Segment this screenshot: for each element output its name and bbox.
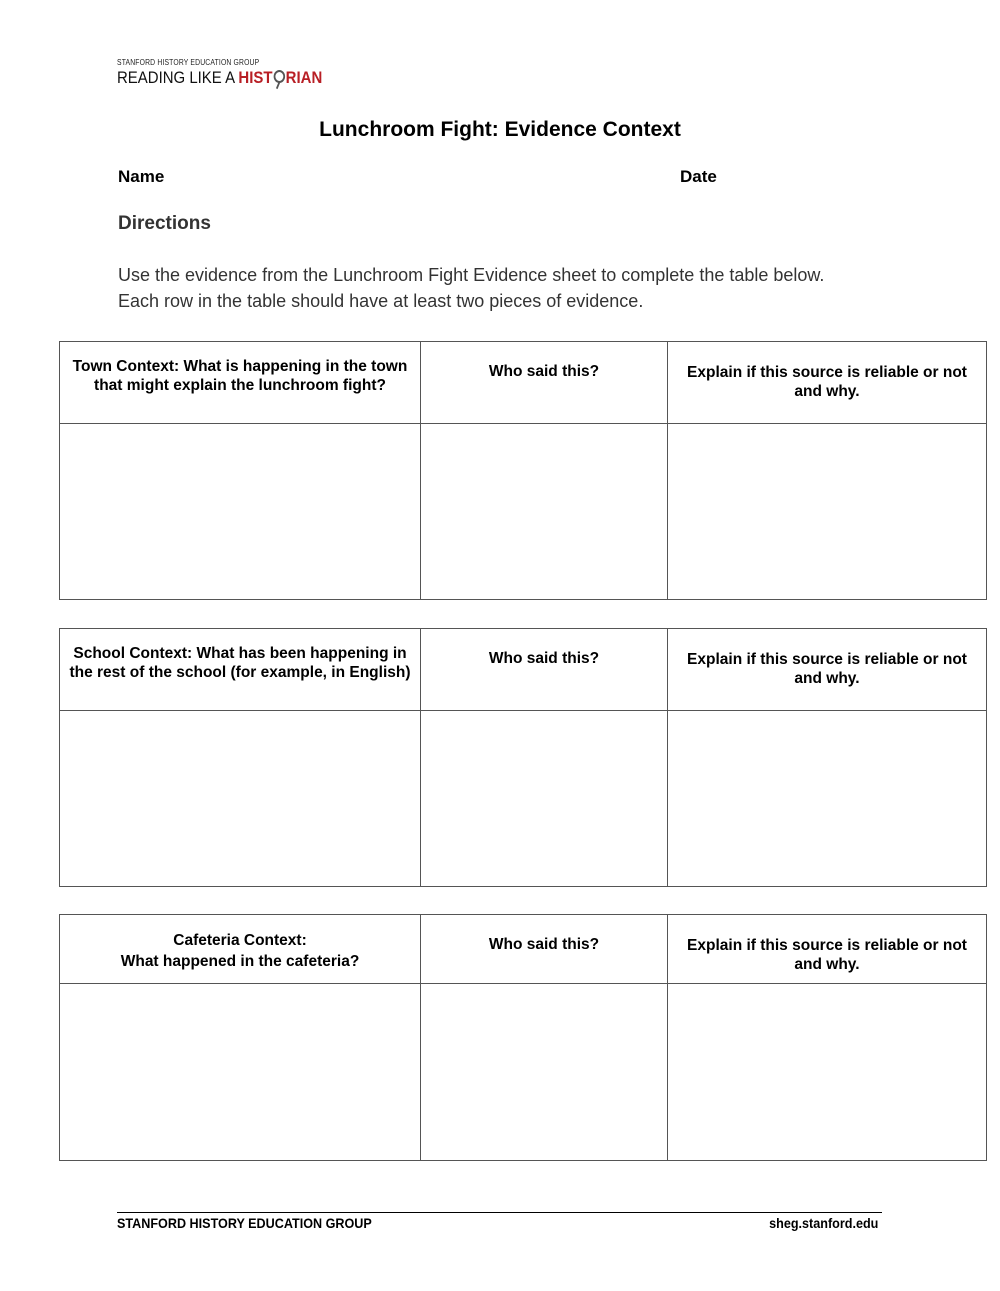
logo-wordmark [117, 68, 322, 88]
who-said-answer-cell[interactable] [421, 424, 668, 600]
cafeteria-context-header-line1: Cafeteria Context: [173, 932, 307, 949]
directions-heading: Directions [118, 213, 211, 234]
footer-org-name: STANFORD HISTORY EDUCATION GROUP [117, 1215, 372, 1231]
explain-reliability-answer-cell[interactable] [668, 984, 987, 1161]
logo-org-name: STANFORD HISTORY EDUCATION GROUP [117, 58, 260, 67]
directions-text: Use the evidence from the Lunchroom Fight Evidence sheet to complete the table below. Each row in the table should have at least two pieces of evidence. [118, 265, 825, 311]
name-label: Name [118, 167, 165, 186]
footer-website[interactable]: sheg.stanford.edu [768, 1215, 878, 1231]
cafeteria-context-header-line2: What happened in the cafeteria? [120, 953, 360, 970]
date-label: Date [680, 167, 717, 186]
town-context-table [59, 341, 987, 600]
sheg-logo [117, 58, 350, 88]
cafeteria-context-answer-cell[interactable] [60, 984, 421, 1161]
who-said-header: Who said this? [421, 915, 668, 984]
school-context-header: School Context: What has been happening in the rest of the school (for example, in English) [60, 629, 421, 711]
school-context-answer-cell[interactable] [60, 711, 421, 887]
magnifier-icon [273, 70, 284, 83]
school-context-table [59, 628, 987, 887]
explain-reliability-header: Explain if this source is reliable or not and why. [668, 342, 987, 424]
explain-reliability-answer-cell[interactable] [668, 424, 987, 600]
logo-prefix: READING LIKE A [117, 68, 239, 87]
who-said-answer-cell[interactable] [421, 711, 668, 887]
who-said-answer-cell[interactable] [421, 984, 668, 1161]
who-said-header: Who said this? [421, 342, 668, 424]
page-title: Lunchroom Fight: Evidence Context [319, 118, 681, 141]
footer-divider [117, 1212, 882, 1213]
town-context-answer-cell[interactable] [60, 424, 421, 600]
who-said-header: Who said this? [421, 629, 668, 711]
cafeteria-context-table [59, 914, 987, 1161]
explain-reliability-header: Explain if this source is reliable or not and why. [668, 629, 987, 711]
cafeteria-context-header [60, 915, 421, 984]
logo-accent-a: HIST [238, 68, 273, 87]
logo-accent-b: RIAN [285, 68, 323, 87]
town-context-header: Town Context: What is happening in the town that might explain the lunchroom fight? [60, 342, 421, 424]
explain-reliability-answer-cell[interactable] [668, 711, 987, 887]
explain-reliability-header: Explain if this source is reliable or not and why. [668, 915, 987, 984]
